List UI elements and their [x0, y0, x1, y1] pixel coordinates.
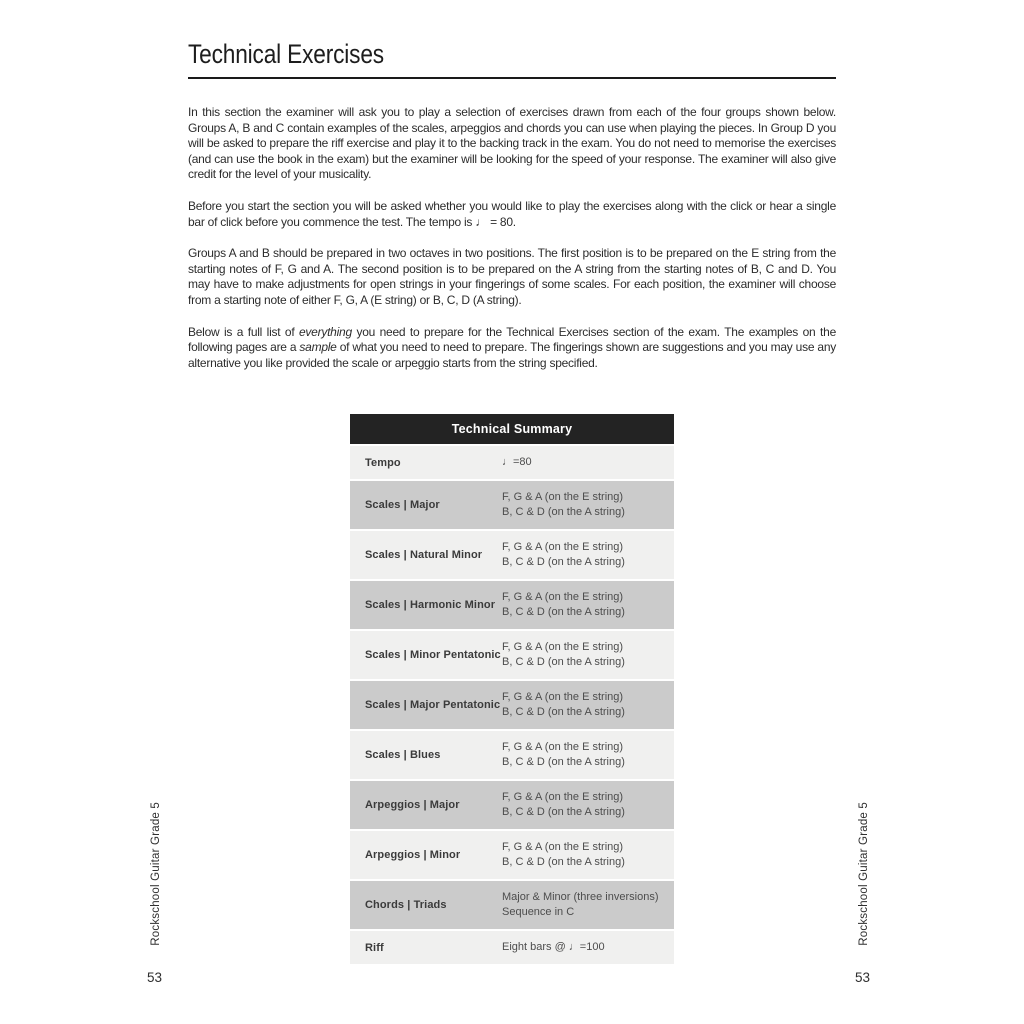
row-label: Tempo	[365, 456, 401, 469]
table-row	[350, 881, 674, 929]
intro-paragraph-3: Groups A and B should be prepared in two octaves in two positions. The first position is to be prepared on the E string from the starting notes of F, G and A. The second position is to be prepared on the A string from the starting notes of B, C and D. You may have to make adjustments for open strings in your fingerings of some scales. For each position, the examiner will choose from a starting note of either F, G, A (E string) or B, C, D (A string).	[188, 246, 836, 307]
row-value-line: B, C & D (on the A string)	[502, 506, 625, 518]
technical-summary-table	[350, 414, 674, 964]
sidebar-right-edge-title: Rockschool Guitar Grade 5	[858, 802, 870, 946]
row-label: Scales | Major	[365, 499, 440, 511]
row-value	[502, 631, 674, 679]
p4-text-3: of what you need to need to prepare. The fingerings shown are suggestions and you may use any alternative you like provided the scale or arpeggio starts from the string specified.	[188, 340, 836, 370]
table-row	[350, 931, 674, 964]
row-value	[502, 931, 674, 964]
row-value-line: B, C & D (on the A string)	[502, 856, 625, 868]
table-row	[350, 446, 674, 479]
page-title: Technical Exercises	[188, 39, 384, 69]
row-value-line: F, G & A (on the E string)	[502, 791, 624, 803]
row-label: Scales | Natural Minor	[365, 549, 483, 561]
row-value-line: B, C & D (on the A string)	[502, 806, 625, 818]
row-value-line: F, G & A (on the E string)	[502, 641, 624, 653]
row-value-line: B, C & D (on the A string)	[502, 556, 625, 568]
table-row	[350, 581, 674, 629]
row-label: Scales | Blues	[365, 749, 441, 761]
main-text-column	[188, 40, 836, 371]
row-value-line: Major & Minor (three inversions)	[502, 891, 659, 903]
row-value-line: F, G & A (on the E string)	[502, 591, 624, 603]
row-value	[502, 481, 674, 529]
table-row	[350, 731, 674, 779]
p4-text-2: you need to prepare for the Technical Exercises section of the exam. The examples on the following pages are a	[188, 324, 836, 355]
row-value	[502, 781, 674, 829]
row-value-line: F, G & A (on the E string)	[502, 491, 624, 503]
row-value-line: B, C & D (on the A string)	[502, 606, 625, 618]
row-label: Scales | Harmonic Minor	[365, 599, 496, 611]
row-value	[502, 581, 674, 629]
intro-paragraph-4	[188, 325, 836, 372]
table-row	[350, 831, 674, 879]
technical-summary-title: Technical Summary	[350, 414, 674, 444]
row-value	[502, 446, 674, 479]
p4-italic-sample: sample	[299, 340, 337, 355]
table-row	[350, 681, 674, 729]
row-value	[502, 881, 674, 929]
row-value-line: ♩=80	[502, 456, 532, 468]
technical-summary-body	[350, 446, 674, 964]
intro-paragraph-2: Before you start the section you will be asked whether you would like to play the exercises along with the click or hear a single bar of click before you commence the test. The tempo is ♩ = 80.	[188, 198, 836, 229]
page-number-left: 53	[147, 970, 163, 985]
row-label: Riff	[365, 941, 384, 954]
row-label: Arpeggios | Minor	[365, 849, 461, 861]
row-value-line: Sequence in C	[502, 906, 575, 918]
row-value-line: F, G & A (on the E string)	[502, 541, 624, 553]
table-row	[350, 631, 674, 679]
row-value	[502, 681, 674, 729]
row-value-line: B, C & D (on the A string)	[502, 756, 625, 768]
row-value-line: F, G & A (on the E string)	[502, 841, 624, 853]
row-value-line: B, C & D (on the A string)	[502, 656, 625, 668]
table-row	[350, 781, 674, 829]
intro-paragraph-1: In this section the examiner will ask you to play a selection of exercises drawn from each of the four groups shown below. Groups A, B and C contain examples of the scales, arpeggios and chords you can use when playing the pieces. In Group D you will be asked to prepare the riff exercise and play it to the backing track in the exam. You do not need to memorise the exercises (and can use the book in the exam) but the examiner will be looking for the speed of your response. The examiner will also give credit for the level of your musicality.	[188, 105, 836, 182]
row-value	[502, 831, 674, 879]
row-value-line: F, G & A (on the E string)	[502, 741, 624, 753]
row-label: Scales | Minor Pentatonic	[365, 649, 501, 661]
row-value	[502, 731, 674, 779]
row-label: Chords | Triads	[365, 899, 447, 911]
title-underline-rule	[188, 77, 836, 79]
row-value-line: B, C & D (on the A string)	[502, 706, 625, 718]
table-row	[350, 531, 674, 579]
row-value-line: F, G & A (on the E string)	[502, 691, 624, 703]
row-value-line: Eight bars @ ♩=100	[502, 941, 605, 953]
row-label: Arpeggios | Major	[365, 799, 460, 811]
sidebar-left-edge-title: Rockschool Guitar Grade 5	[150, 802, 162, 946]
p4-text-1: Below is a full list of	[188, 324, 299, 339]
row-label: Scales | Major Pentatonic	[365, 699, 501, 711]
p4-italic-everything: everything	[299, 324, 352, 339]
page-number-right: 53	[855, 970, 871, 985]
row-value	[502, 531, 674, 579]
table-row	[350, 481, 674, 529]
